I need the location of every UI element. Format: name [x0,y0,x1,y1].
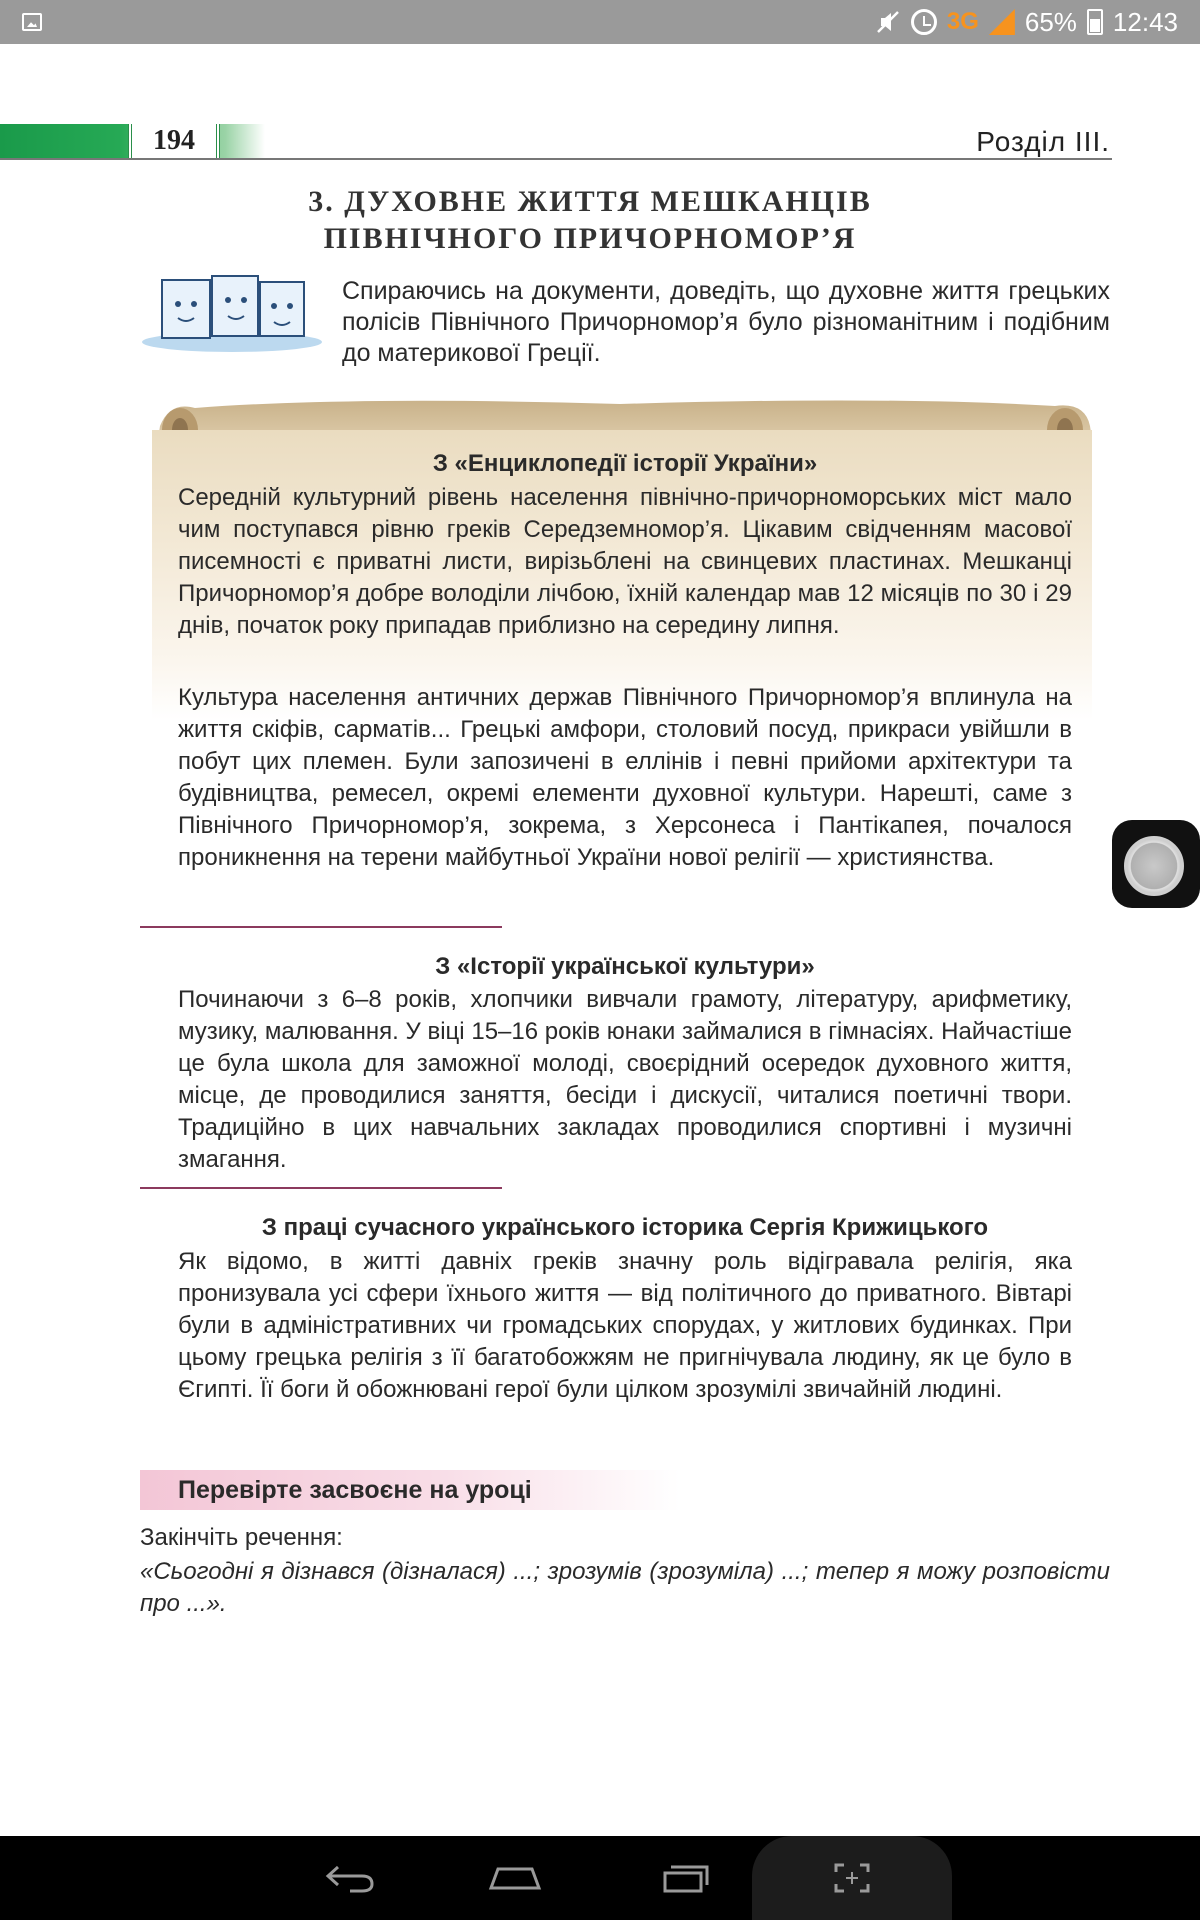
chapter-title-line-1: 3. ДУХОВНЕ ЖИТТЯ МЕШКАНЦІВ [308,185,872,218]
source-1-paragraph-2: Культура населення античних держав Північного Причорномор’я вплинула на життя скіфів, сарматів... Грецькі амфори, столовий посуд, прикраси увійшли в побут цих племен. Були запозичені в еллінів і певні прийоми архітектури та будівництва, ремесел, окремі елементи духовної культури. Нарешті, саме з Північного Причорномор’я, зокрема, з Херсонеса і Пантікапея, почалося проникнення на терени майбутньої України нової релігії — християнства. [178,684,1072,871]
documents-icon [140,270,325,355]
battery-icon [1087,9,1103,35]
source-3-paragraph-1: Як відомо, в житті давніх греків значну роль відігравала релігія, яка пронизувала усі сфери їхнього життя — від політичного до приватного. Вівтарі були в адміністративних чи громадських спорудах, у житлових будинках. При цьому грецька релігія з її багатобожжям не пригнічувала людину, як це було в Єгипті. Її боги й обожнювані герої були цілком зрозумілі звичайній людині. [178,1248,1072,1403]
network-type: 3G [946,8,979,35]
assistive-touch-icon [1124,836,1184,896]
source-1-paragraph-1: Середній культурний рівень населення північно-причорноморських міст мало чим поступався рівню греків Середземномор’я. Цікавим свідченням масової писемності є приватні листи, вирізьблені на свинцевих пластинах. Мешканці Причорномор’я добре володіли лічбою, їхній календар мав 12 місяців по 30 і 29 днів, початок року припадав приблизно на середину липня. [178,484,1072,639]
check-section-title: Перевірте засвоєне на уроці [178,1476,532,1504]
alarm-icon [911,9,937,35]
signal-icon [989,9,1015,35]
home-icon [488,1865,542,1891]
task-label: Закінчіть речення: [140,1524,343,1551]
battery-percent: 65% [1024,6,1077,37]
source-heading-2: З «Історії української культури» [435,953,815,980]
recents-button[interactable] [645,1836,725,1920]
clock: 12:43 [1112,6,1178,37]
assistive-touch-button[interactable] [1112,820,1200,908]
page-number: 194 [153,125,195,156]
divider-1 [140,926,502,928]
status-icons [875,7,1178,37]
status-bar [0,0,1200,44]
navigation-bar [0,1836,1200,1920]
chapter-title [240,183,940,257]
task-text: «Сьогодні я дізнався (дізналася) ...; зрозумів (зрозуміла) ...; тепер я можу розповісти про ...». [140,1558,1110,1617]
screenshot-button[interactable] [812,1836,892,1920]
source-2-paragraph-1: Починаючи з 6–8 років, хлопчики вивчали грамоту, літературу, арифметику, музику, малювання. У віці 15–16 років юнаки займалися в гімнасіях. Найчастіше це була школа для заможної молоді, своєрідний осередок духовного життя, місце, де проводилися заняття, бесіди і дискусії, читалися поетичні твори. Традиційно в цих навчальних закладах проводилися спортивні і музичні змагання. [178,986,1072,1173]
page-number-box [128,124,220,158]
back-button[interactable] [310,1836,390,1920]
section-label: Розділ III. [976,126,1110,157]
source-heading-3: З праці сучасного українського історика Сергія Крижицького [261,1214,989,1241]
chapter-title-line-2: ПІВНІЧНОГО ПРИЧОРНОМОР’Я [323,222,857,255]
recents-icon [661,1863,709,1893]
screenshot-icon [834,1863,870,1893]
divider-2 [140,1187,502,1189]
mute-icon [875,9,901,35]
gallery-notification-icon [22,13,42,31]
back-icon [324,1863,376,1893]
source-heading-1: З «Енциклопедії історії України» [432,450,818,477]
home-button[interactable] [475,1836,555,1920]
intro-text: Спираючись на документи, доведіть, що духовне життя грецьких полісів Північного Причорномор’я було різноманітним і подібним до материкової Греції. [342,277,1110,367]
header-rule [0,158,1112,160]
